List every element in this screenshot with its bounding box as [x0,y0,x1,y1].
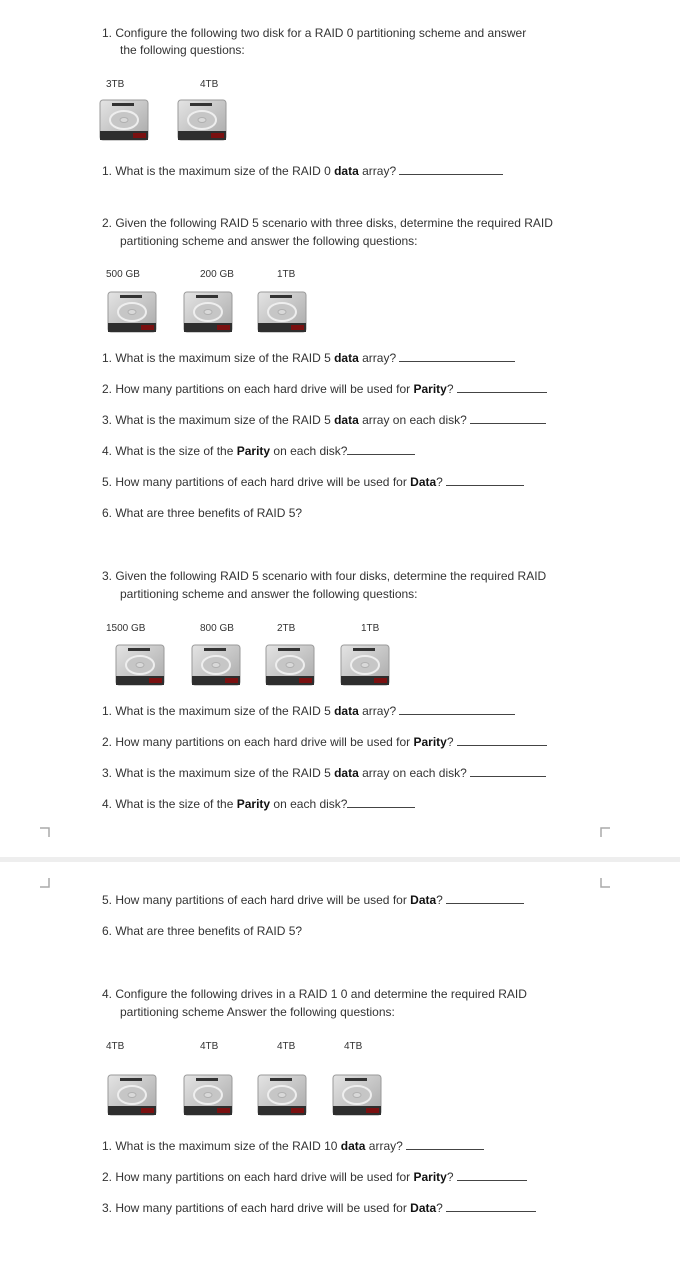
question-text-tail: on each disk? [270,797,348,811]
hard-drive-icon [332,1074,382,1116]
answer-blank[interactable] [399,163,503,175]
q3-disk-label-3: 2TB [277,623,296,634]
q4-question-1 [102,1137,484,1155]
question-keyword: Data [410,475,437,489]
q4-disk-label-1: 4TB [106,1041,125,1052]
question-keyword: Parity [413,382,447,396]
question-text-tail: ? [436,1201,447,1215]
q3-disk-label-4: 1TB [361,623,380,634]
q1-disk-label-2: 4TB [200,79,219,90]
question-text: 2. How many partitions on each hard drive will be used for [102,1170,414,1184]
question-keyword: Data [410,893,437,907]
q3-disk-label-1: 1500 GB [106,623,146,634]
q4-disk-label-4: 4TB [344,1041,363,1052]
q2-question-5 [102,473,524,491]
q1-disk-label-1: 3TB [106,79,125,90]
question-keyword: data [334,351,359,365]
q4-intro-line1: 4. Configure the following drives in a RAID 1 0 and determine the required RAID [102,987,527,1001]
question-text-tail: array? [358,164,400,178]
question-text: 4. What is the size of the [102,444,237,458]
q3-question-6 [102,922,302,940]
q4-disk-label-2: 4TB [200,1041,219,1052]
answer-blank[interactable] [406,1138,484,1150]
q2-disk-label-3: 1TB [277,269,296,280]
question-text-tail: array on each disk? [358,766,471,780]
hard-drive-icon [99,99,149,141]
question-text: 2. How many partitions on each hard drive will be used for [102,735,414,749]
q3-question-3 [102,764,546,782]
q3-intro-line1: 3. Given the following RAID 5 scenario with four disks, determine the required RAID [102,569,547,583]
q3-question-4 [102,795,415,813]
q4-disk-label-3: 4TB [277,1041,296,1052]
q4-intro-line2: partitioning scheme Answer the following questions: [120,1005,395,1019]
page-corner-mark [600,827,610,837]
hard-drive-icon [177,99,227,141]
answer-blank[interactable] [347,443,415,455]
q4-question-3 [102,1199,536,1217]
question-text-tail: array? [365,1139,407,1153]
q3-question-2 [102,733,547,751]
q2-disk-label-2: 200 GB [200,269,234,280]
answer-blank[interactable] [446,892,524,904]
q2-disk-label-1: 500 GB [106,269,140,280]
question-keyword: data [334,766,359,780]
q3-intro-line2: partitioning scheme and answer the following questions: [120,587,418,601]
question-text: 4. What is the size of the [102,797,237,811]
q3-question-5 [102,891,524,909]
answer-blank[interactable] [347,796,415,808]
question-text-tail: array on each disk? [358,413,471,427]
question-text: 5. How many partitions of each hard drive will be used for [102,893,411,907]
q2-question-4 [102,442,415,460]
question-keyword: Parity [413,735,447,749]
q1-question-1 [102,162,503,180]
question-text: 3. How many partitions of each hard drive will be used for [102,1201,411,1215]
question-text: 2. How many partitions on each hard drive will be used for [102,382,414,396]
question-text: 6. What are three benefits of RAID 5? [102,924,303,938]
question-keyword: Data [410,1201,437,1215]
q1-intro-line2: the following questions: [120,43,245,57]
hard-drive-icon [265,644,315,686]
answer-blank[interactable] [470,412,546,424]
question-text-tail: on each disk? [270,444,348,458]
answer-blank[interactable] [446,474,524,486]
hard-drive-icon [183,1074,233,1116]
hard-drive-icon [340,644,390,686]
question-text: 1. What is the maximum size of the RAID 0 [102,164,335,178]
page-corner-mark [40,878,50,888]
page-break-divider [0,857,680,862]
page-corner-mark [40,827,50,837]
q1-intro-line1: 1. Configure the following two disk for a RAID 0 partitioning scheme and answer [102,26,527,40]
question-keyword: data [334,704,359,718]
question-text-tail: ? [436,893,447,907]
hard-drive-icon [115,644,165,686]
question-text: 1. What is the maximum size of the RAID 5 [102,351,335,365]
answer-blank[interactable] [457,1169,527,1181]
question-text: 1. What is the maximum size of the RAID 5 [102,704,335,718]
q2-question-6 [102,504,302,522]
question-keyword: Parity [236,444,271,458]
question-keyword: Parity [236,797,271,811]
q2-question-2 [102,380,547,398]
question-keyword: data [340,1139,366,1153]
q2-question-1 [102,349,515,367]
answer-blank[interactable] [399,350,515,362]
hard-drive-icon [257,291,307,333]
question-keyword: data [334,413,359,427]
question-keyword: Parity [413,1170,447,1184]
hard-drive-icon [107,291,157,333]
q3-disk-label-2: 800 GB [200,623,234,634]
q2-question-3 [102,411,546,429]
answer-blank[interactable] [399,703,515,715]
answer-blank[interactable] [457,734,547,746]
answer-blank[interactable] [446,1200,536,1212]
hard-drive-icon [107,1074,157,1116]
answer-blank[interactable] [457,381,547,393]
question-keyword: data [334,164,359,178]
q4-question-2 [102,1168,527,1186]
question-text-tail: ? [436,475,447,489]
q3-question-1 [102,702,515,720]
q2-intro-line2: partitioning scheme and answer the following questions: [120,234,418,248]
question-text-tail: ? [446,735,457,749]
q2-intro-line1: 2. Given the following RAID 5 scenario with three disks, determine the required RAID [102,216,553,230]
question-text-tail: array? [358,351,400,365]
page-corner-mark [600,878,610,888]
question-text: 6. What are three benefits of RAID 5? [102,506,303,520]
hard-drive-icon [257,1074,307,1116]
answer-blank[interactable] [470,765,546,777]
question-text: 1. What is the maximum size of the RAID 10 [102,1139,341,1153]
question-text: 3. What is the maximum size of the RAID 5 [102,413,335,427]
hard-drive-icon [191,644,241,686]
hard-drive-icon [183,291,233,333]
question-text-tail: array? [358,704,400,718]
question-text-tail: ? [446,1170,457,1184]
question-text: 3. What is the maximum size of the RAID 5 [102,766,335,780]
question-text-tail: ? [446,382,457,396]
question-text: 5. How many partitions of each hard drive will be used for [102,475,411,489]
